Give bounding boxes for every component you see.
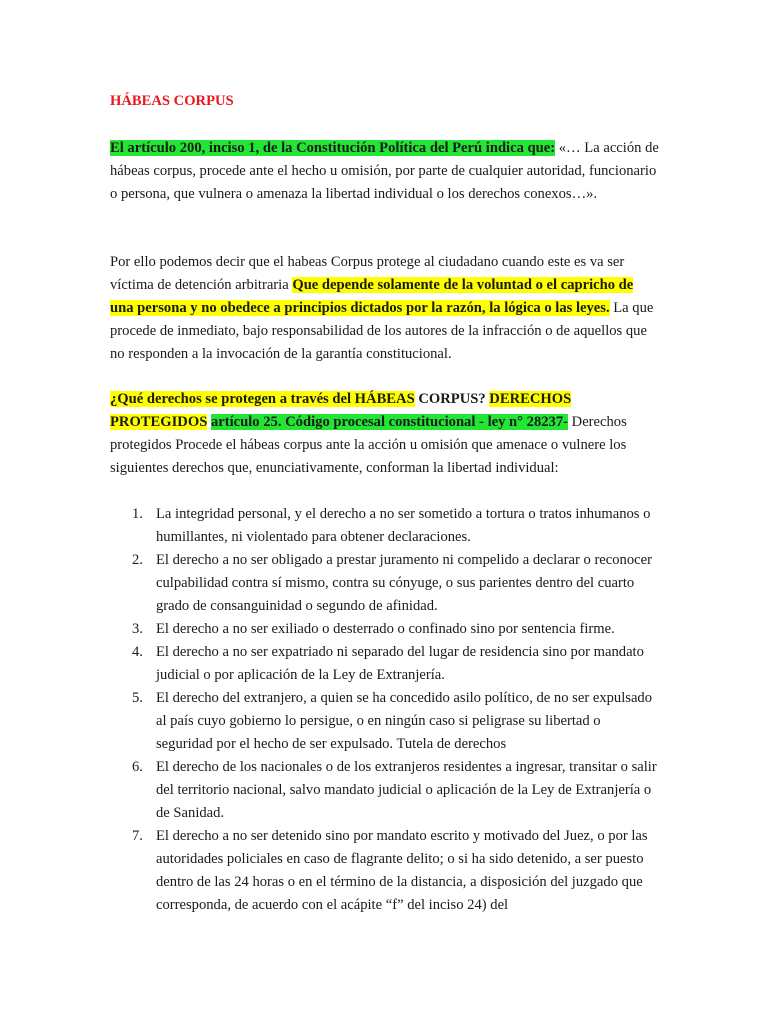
highlight-question: ¿Qué derechos se protegen a través del HÁBEAS	[110, 391, 415, 407]
list-item	[110, 825, 660, 917]
paragraph-text: Derechos protegidos Procede el hábeas corpus ante la acción u omisión que amenace o vulnere los siguientes derechos que, enunciativamente, conforman la libertad individual:	[110, 414, 627, 476]
question-rest: CORPUS?	[414, 391, 490, 407]
paragraph-text: La que procede de inmediato, bajo responsabilidad de los autores de la infracción o de aquellos que no responden a la invocación de la garantía constitucional.	[110, 300, 654, 362]
rights-list	[110, 503, 660, 917]
list-number: 6.	[132, 759, 143, 775]
list-item-text: El derecho de los nacionales o de los extranjeros residentes a ingresar, transitar o salir del territorio nacional, salvo mandato judicial o aplicación de la Ley de Extranjería o de Sanidad.	[156, 759, 657, 821]
paragraph-constitution	[110, 137, 660, 206]
list-item	[110, 618, 660, 641]
list-item-text: El derecho a no ser exiliado o desterrado o confinado sino por sentencia firme.	[156, 621, 615, 637]
list-item	[110, 641, 660, 687]
list-item-text: El derecho del extranjero, a quien se ha concedido asilo político, de no ser expulsado al país cuyo gobierno lo persigue, o en ningún caso si peligrase su libertad o seguridad por el hecho de ser expulsado. Tutela de derechos	[156, 690, 653, 752]
highlight-derechos-protegidos: DERECHOS PROTEGIDOS	[110, 391, 572, 430]
list-item	[110, 549, 660, 618]
list-item	[110, 687, 660, 756]
highlight-constitution-article: El artículo 200, inciso 1, de la Constitución Política del Perú indica que:	[110, 140, 556, 156]
paragraph-protection	[110, 251, 660, 366]
list-item-text: El derecho a no ser detenido sino por mandato escrito y motivado del Juez, o por las autoridades policiales en caso de flagrante delito; o si ha sido detenido, a ser puesto dentro de las 24 horas o en el término de la distancia, a disposición del juzgado que corresponda, de acuerdo con el acápite “f” del inciso 24) del	[156, 828, 648, 913]
list-number: 2.	[132, 552, 143, 568]
paragraph-text: «… La acción de hábeas corpus, procede ante el hecho u omisión, por parte de cualquier autoridad, funcionario o persona, que vulnera o amenaza la libertad individual o los derechos conexos…».	[110, 140, 659, 202]
highlight-arbitrary-definition: Que depende solamente de la voluntad o el capricho de una persona y no obedece a principios dictados por la razón, la lógica o las leyes.	[110, 277, 634, 316]
highlight-articulo-25: artículo 25. Código procesal constitucional - ley n° 28237-	[210, 414, 568, 430]
list-number: 1.	[132, 506, 143, 522]
list-item-text: El derecho a no ser obligado a prestar juramento ni compelido a declarar o reconocer culpabilidad contra sí mismo, contra su cónyuge, o sus parientes dentro del cuarto grado de consanguinidad o segundo de afinidad.	[156, 552, 652, 614]
list-item	[110, 756, 660, 825]
list-item-text: El derecho a no ser expatriado ni separado del lugar de residencia sino por mandato judicial o por aplicación de la Ley de Extranjería.	[156, 644, 644, 683]
list-number: 7.	[132, 828, 143, 844]
list-number: 3.	[132, 621, 143, 637]
paragraph-protected-rights	[110, 388, 660, 480]
list-item	[110, 503, 660, 549]
document-title: HÁBEAS CORPUS	[110, 93, 234, 109]
list-item-text: La integridad personal, y el derecho a no ser sometido a tortura o tratos inhumanos o humillantes, ni violentado para obtener declaraciones.	[156, 506, 651, 545]
paragraph-text: Por ello podemos decir que el habeas Corpus protege al ciudadano cuando este es va ser víctima de detención arbitraria	[110, 254, 625, 293]
list-number: 5.	[132, 690, 143, 706]
list-number: 4.	[132, 644, 143, 660]
